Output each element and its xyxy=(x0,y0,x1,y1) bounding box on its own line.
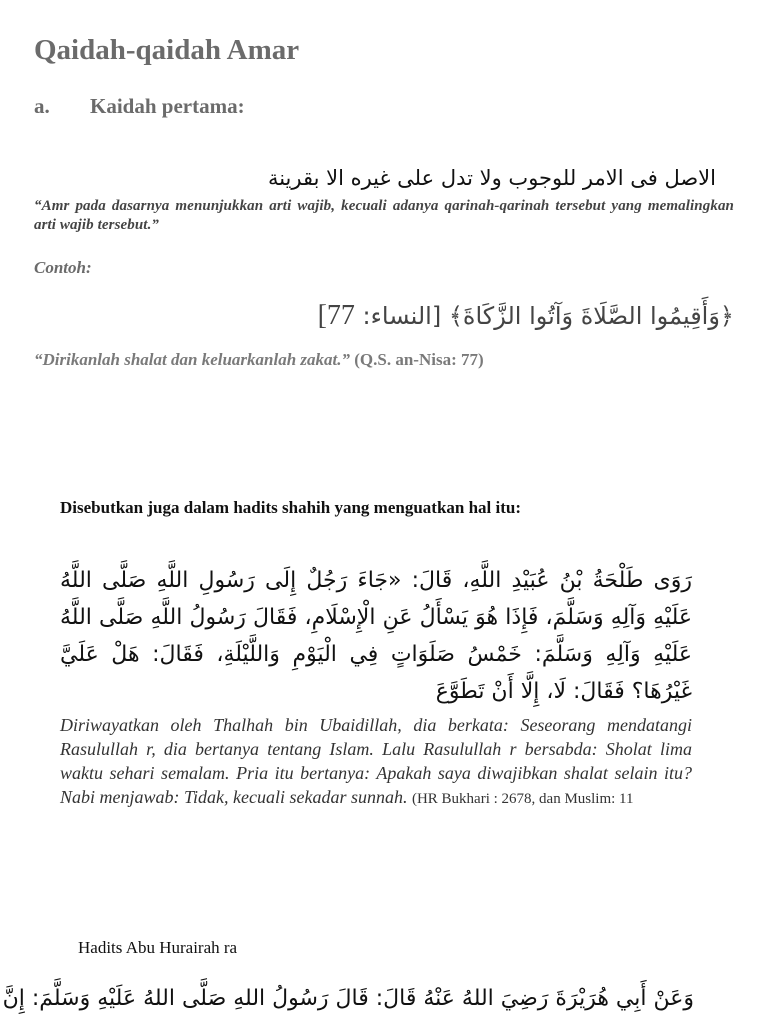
rule-arabic-text: الاصل فى الامر للوجوب ولا تدل على غيره الا بقرينة xyxy=(267,166,716,190)
verse-translation xyxy=(34,350,484,370)
page-title: Qaidah-qaidah Amar xyxy=(34,34,300,66)
hadith-translation xyxy=(60,713,692,811)
section-title: Kaidah pertama: xyxy=(90,94,245,118)
quran-verse-number: 77] xyxy=(317,300,355,331)
hadith2-arabic-text: وَعَنْ أَبِي هُرَيْرَةَ رَضِيَ اللهُ عَنْهُ قَالَ: قَالَ رَسُولُ اللهِ صَلَّى اللهُ عَلَيْهِ وَسَلَّمَ: إِنَّ xyxy=(2,986,694,1011)
verse-translation-reference: (Q.S. an-Nisa: 77) xyxy=(354,350,484,369)
quran-verse xyxy=(318,300,734,332)
hadith2-title: Hadits Abu Hurairah ra xyxy=(78,938,238,957)
section-heading xyxy=(34,94,245,119)
hadith-translation-body: Diriwayatkan oleh Thalhah bin Ubaidillah, dia berkata: Seseorang mendatangi Rasulullah r, dia bertanya tentang Islam. Lalu Rasulullah r bersabda: Sholat lima waktu sehari semalam. Pria itu bertanya: Apakah saya diwajibkan shalat selain itu? Nabi menjawab: Tidak, kecuali sekadar sunnah. xyxy=(60,715,692,807)
hadith-source: (HR Bukhari : 2678, dan Muslim: 11 xyxy=(411,791,634,807)
hadith-intro: Disebutkan juga dalam hadits shahih yang menguatkan hal itu: xyxy=(60,498,522,517)
hadith-arabic-text: رَوَى طَلْحَةُ بْنُ عُبَيْدِ اللَّهِ، قَالَ: «جَاءَ رَجُلٌ إِلَى رَسُولِ اللَّهِ صَلَّى اللَّهُ عَلَيْهِ وَآلِهِ وَسَلَّمَ، فَإِذَا هُوَ يَسْأَلُ عَنِ الْإِسْلَامِ، فَقَالَ رَسُولُ اللَّهِ صَلَّى اللَّهُ عَلَيْهِ وَآلِهِ وَسَلَّمَ: خَمْسُ صَلَوَاتٍ فِي الْيَوْمِ وَاللَّيْلَةِ، فَقَالَ: هَلْ عَلَيَّ غَيْرُهَا؟ فَقَالَ: لَا، إِلَّا أَنْ تَطَوَّعَ xyxy=(60,568,692,704)
section-marker: a. xyxy=(34,94,50,118)
verse-translation-quote: “Dirikanlah shalat dan keluarkanlah zakat.” xyxy=(34,350,351,369)
quran-verse-arabic: ﴿وَأَقِيمُوا الصَّلَاةَ وَآتُوا الزَّكَاةَ﴾ [النساء: xyxy=(362,302,734,330)
example-label: Contoh: xyxy=(34,258,92,277)
rule-translation: “Amr pada dasarnya menunjukkan arti wajib, kecuali adanya qarinah-qarinah tersebut yang memalingkan arti wajib tersebut.” xyxy=(34,198,734,233)
